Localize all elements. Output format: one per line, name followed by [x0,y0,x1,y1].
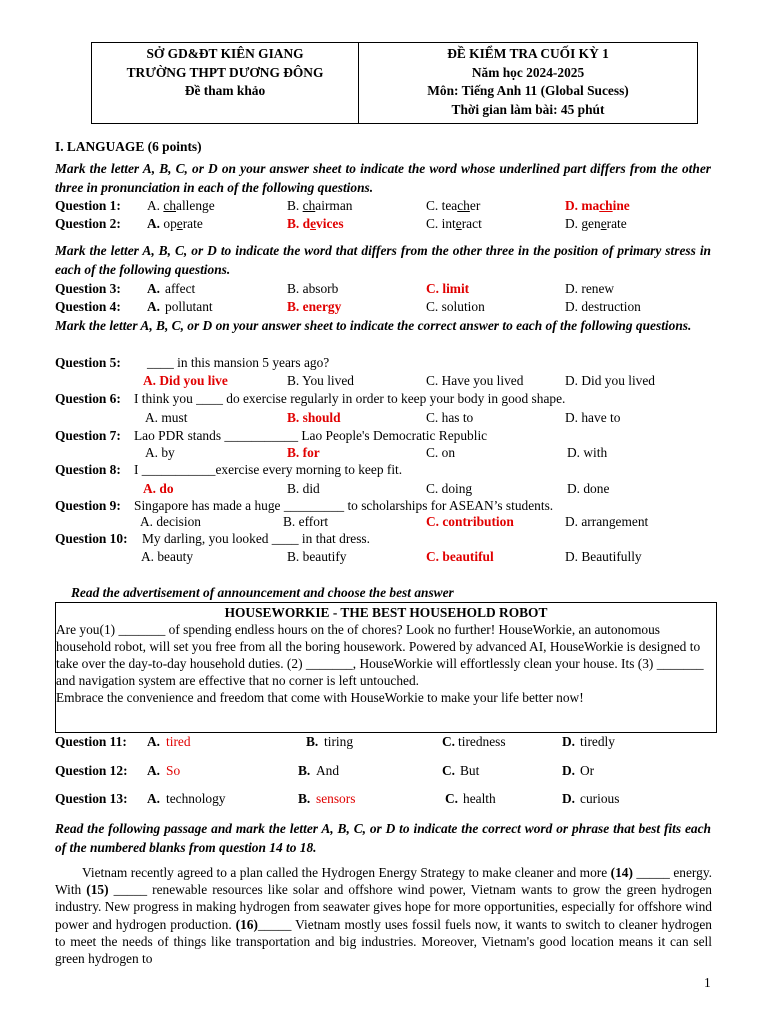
option-a: technology [166,791,226,806]
option-a: pollutant [165,299,213,314]
option-a-letter: A. [147,763,161,778]
option-c: tiredness [458,734,506,749]
question-label: Question 11: [55,734,127,749]
question-label: Question 4: [55,299,121,314]
question-label: Question 7: [55,428,121,443]
option-a-letter: A. [147,791,161,806]
option-b: And [316,763,340,778]
option-b-answer: B. energy [287,299,342,314]
question-stem: Lao PDR stands ___________ Lao People's Democratic Republic [134,428,488,443]
question-10-options [55,548,715,566]
question-label: Question 9: [55,498,121,513]
question-label: Question 3: [55,281,121,296]
question-9-options [55,513,715,531]
question-stem: Singapore has made a huge _________ to scholarships for ASEAN’s students. [134,498,554,513]
question-label: Question 12: [55,763,128,778]
passage-instruction: Read the following passage and mark the letter A, B, C, or D to indicate the correct word or phrase that best fits each of the numbered blanks from question 14 to 18. [55,821,711,855]
option-a: A. operate [147,216,203,231]
option-b-letter: B. [306,734,319,749]
option-b: B. beautify [287,549,347,564]
option-d: D. Did you lived [565,373,656,388]
option-a: affect [165,281,196,296]
question-8 [55,461,715,479]
option-c: C. on [426,445,456,460]
option-d: D. Beautifully [565,549,642,564]
option-d-answer: D. machine [565,198,630,213]
duration: Thời gian làm bài: 45 phút [451,101,605,117]
section-title: I. LANGUAGE (6 points) [55,139,202,154]
question-6-options [55,409,715,427]
school-name: TRƯỜNG THPT DƯƠNG ĐÔNG [126,64,324,80]
option-c-letter: C. [445,791,459,806]
option-a: A. decision [140,514,201,529]
option-b: B. You lived [287,373,354,388]
header-box [91,42,698,124]
option-d: D. done [567,481,610,496]
option-a-answer: A. do [143,481,174,496]
option-c-letter: C. [442,734,456,749]
reading-passage [55,864,712,967]
department-name: SỞ GD&ĐT KIÊN GIANG [146,46,304,61]
option-b-answer: B. should [287,410,341,425]
question-4 [55,298,715,316]
blank-14: (14) [610,865,633,880]
header-left [92,43,359,123]
option-d: D. renew [565,281,615,296]
question-label: Question 2: [55,216,121,231]
option-a-letter: A. [147,734,161,749]
option-c-letter: C. [442,763,456,778]
question-12 [55,762,715,780]
option-a: A. by [145,445,175,460]
option-d: D. arrangement [565,514,649,529]
advert-text [56,621,716,706]
option-b: B. did [287,481,320,496]
option-d-letter: D. [562,791,576,806]
blank-16: (16) [235,916,258,932]
instruction-stress: Mark the letter A, B, C, or D to indicate the word that differs from the other three in the position of primary stress in each of the following questions. [55,243,711,277]
advert-title: HOUSEWORKIE - THE BEST HOUSEHOLD ROBOT [224,605,548,620]
option-d: D. destruction [565,299,641,314]
question-label: Question 1: [55,198,121,213]
option-a-answer: tired [166,734,191,749]
question-stem: ____ in this mansion 5 years ago? [147,355,330,370]
option-a-letter: A. [147,299,161,314]
question-7 [55,427,715,445]
option-d: tiredly [580,734,615,749]
question-stem: I think you ____ do exercise regularly in order to keep your body in good shape. [134,391,566,406]
advert-box [55,602,717,733]
option-a: A. must [145,410,188,425]
option-c: C. has to [426,410,474,425]
advert-instruction: Read the advertisement of announcement and choose the best answer [71,585,454,600]
question-6 [55,390,715,408]
exam-title: ĐỀ KIỂM TRA CUỐI KỲ 1 [447,46,609,61]
question-7-options [55,444,715,462]
option-b-answer: B. for [287,445,320,460]
question-11 [55,733,715,751]
option-b: B. effort [283,514,329,529]
option-c: But [460,763,480,778]
question-8-options [55,480,715,498]
option-a: A. challenge [147,198,215,213]
question-label: Question 6: [55,391,121,406]
passage-paragraph: Vietnam recently agreed to a plan called the Hydrogen Energy Strategy to make cleaner and more (14) _____ energy. With (15) _____ renewable resources like solar and offshore wind power, Vietnam wants to grow the green hydrogen industry. New progress in making hydrogen from seawater gives hope for more opportunities, especially for offshore wind power and hydrogen production. (16)_____ Vietnam mostly uses fossil fuels now, it wants to switch to cleaner hydrogen to meet the needs of things like transportation and big industries. Moreover, Vietnam's good location means it can sell green hydrogen to [55,865,712,967]
header-right [359,43,697,123]
option-d: D. with [567,445,608,460]
option-c-answer: C. beautiful [426,549,494,564]
option-a-answer: A. Did you live [143,373,228,388]
question-stem: I ___________exercise every morning to keep fit. [134,462,403,477]
blank-15: (15) [86,882,109,898]
option-c: health [463,791,496,806]
option-d: curious [580,791,620,806]
option-d: D. have to [565,410,621,425]
question-5-options [55,372,715,390]
question-3 [55,280,715,298]
option-d: D. generate [565,216,627,231]
question-label: Question 10: [55,531,128,546]
option-a-answer: So [166,763,181,778]
option-b: tiring [324,734,354,749]
question-1 [55,197,715,215]
option-c: C. doing [426,481,473,496]
option-c: C. solution [426,299,485,314]
instruction-correct-answer: Mark the letter A, B, C, or D on your answer sheet to indicate the correct answer to each of the following questions. [55,318,692,333]
option-d-letter: D. [562,763,576,778]
question-label: Question 5: [55,355,121,370]
option-c: C. interact [426,216,482,231]
question-2 [55,215,715,233]
option-c: C. teacher [426,198,481,213]
subject: Môn: Tiếng Anh 11 (Global Sucess) [427,83,629,98]
option-b: B. chairman [287,198,353,213]
question-5 [55,354,715,372]
option-c: C. Have you lived [426,373,524,388]
advert-paragraph: Are you(1) _______ of spending endless hours on the of chores? Look no further! HouseWorkie, an autonomous household robot, will set you free from all the boring housework. Powered by advanced AI, HouseWorkie is designed to take over the day-to-day household duties. (2) _______, HouseWorkie will effortlessly clean your house. Its (3) _______ and navigation system are effective that no corner is left untouched. [56,622,704,688]
exam-type: Đề tham khảo [184,83,266,98]
option-b: B. absorb [287,281,339,296]
question-10 [55,530,715,548]
option-b-answer: B. devices [287,216,344,231]
option-c-answer: C. limit [426,281,470,296]
option-b-letter: B. [298,791,311,806]
school-year: Năm học 2024-2025 [471,64,585,80]
advert-paragraph: Embrace the convenience and freedom that come with HouseWorkie to make your life better now! [56,690,584,705]
option-c-answer: C. contribution [426,514,514,529]
option-a-letter: A. [147,281,161,296]
option-d: Or [580,763,595,778]
option-b-answer: sensors [316,791,356,806]
question-13 [55,790,715,808]
page-number: 1 [704,975,711,990]
question-stem: My darling, you looked ____ in that dress. [142,531,370,546]
question-label: Question 13: [55,791,128,806]
instruction-pronunciation: Mark the letter A, B, C, or D on your answer sheet to indicate the word whose underlined part differs from the other three in pronunciation in each of the following questions. [55,161,711,195]
option-d-letter: D. [562,734,576,749]
option-a: A. beauty [141,549,194,564]
question-label: Question 8: [55,462,121,477]
option-b-letter: B. [298,763,311,778]
